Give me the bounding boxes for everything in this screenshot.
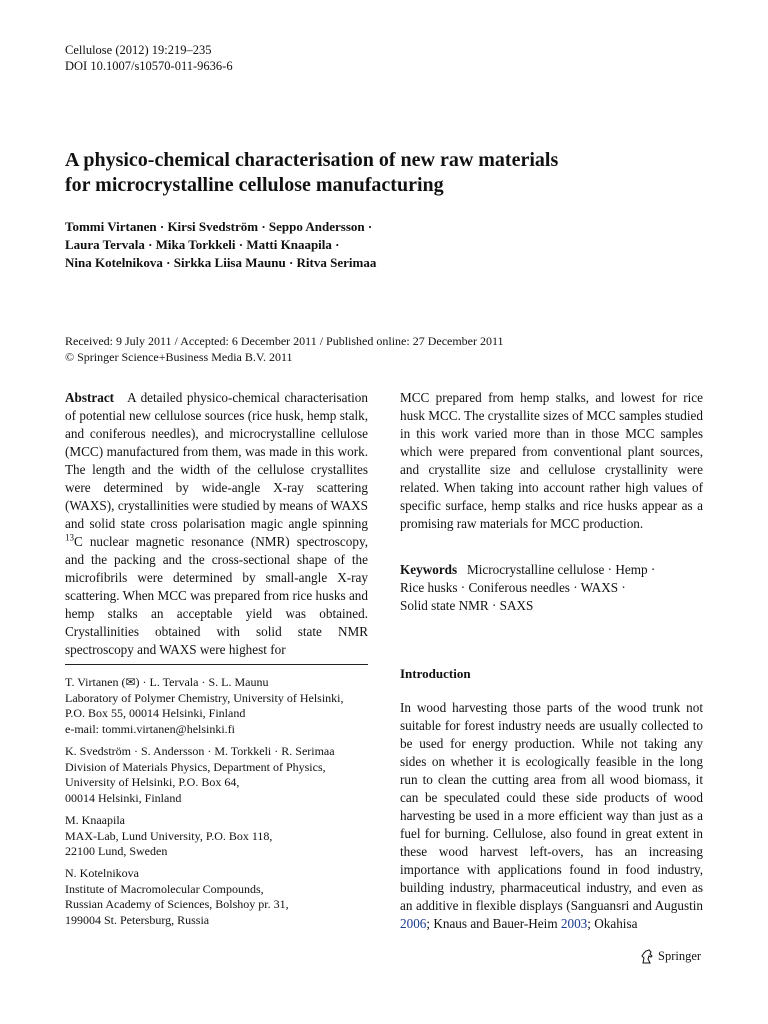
intro-text-b: ; Knaus and Bauer-Heim <box>426 916 561 931</box>
affiliation-line: 00014 Helsinki, Finland <box>65 790 182 805</box>
affiliation-names: K. Svedström · S. Andersson · M. Torkkeli · R. Serimaa <box>65 744 335 758</box>
introduction-paragraph <box>400 699 703 933</box>
abstract-text-c: MCC prepared from hemp stalks, and lowest for rice husk MCC. The crystallite sizes of MCC samples studied in this work varied more than in those MCC samples which were prepared from conventional plant sources, and crystallite size and cellulose crystallinity were related. When taking into account rather high values of specific surface, hemp stalks and rice husks appear as a promising raw materials for MCC production. <box>400 390 703 531</box>
dates-line: Received: 9 July 2011 / Accepted: 6 December 2011 / Published online: 27 December 2011 <box>65 334 504 348</box>
affiliation-line: University of Helsinki, P.O. Box 64, <box>65 775 240 789</box>
affiliation-1 <box>65 675 368 737</box>
affiliation-line: P.O. Box 55, 00014 Helsinki, Finland <box>65 706 246 720</box>
authors-line-2: Laura Tervala · Mika Torkkeli · Matti Knaapila · <box>65 237 340 252</box>
isotope-superscript: 13 <box>65 532 74 543</box>
keywords-label: Keywords <box>400 562 458 577</box>
journal-citation: Cellulose (2012) 19:219–235 <box>65 43 212 57</box>
affiliation-4 <box>65 866 368 928</box>
affiliation-names: T. Virtanen (✉) · L. Tervala · S. L. Maunu <box>65 675 269 689</box>
author-list <box>65 218 376 272</box>
intro-text-c: ; Okahisa <box>587 916 638 931</box>
section-heading-introduction: Introduction <box>400 666 471 681</box>
authors-line-1: Tommi Virtanen · Kirsi Svedström · Seppo Andersson · <box>65 219 373 234</box>
publisher-footer <box>640 949 701 964</box>
citation-link[interactable]: 2003 <box>560 916 588 931</box>
keywords-block <box>400 561 703 615</box>
affiliation-3 <box>65 813 368 860</box>
affiliation-line: Division of Materials Physics, Department of Physics, <box>65 759 326 774</box>
title-line-1: A physico-chemical characterisation of new raw materials <box>65 149 559 171</box>
affiliation-line: Laboratory of Polymer Chemistry, University of Helsinki, <box>65 690 344 705</box>
abstract-right <box>400 389 703 533</box>
keywords-line-3: Solid state NMR · SAXS <box>400 598 534 613</box>
affiliation-names: M. Knaapila <box>65 813 125 827</box>
copyright-line: © Springer Science+Business Media B.V. 2011 <box>65 350 293 364</box>
publication-dates <box>65 333 504 365</box>
keywords-line-1: Microcrystalline cellulose · Hemp · <box>467 562 656 577</box>
paper-title <box>65 148 705 198</box>
affiliation-line: Institute of Macromolecular Compounds, <box>65 881 264 896</box>
springer-label: Springer <box>658 949 702 963</box>
affiliation-line: MAX-Lab, Lund University, P.O. Box 118, <box>65 828 273 843</box>
springer-horse-icon <box>640 949 654 964</box>
footnote-divider <box>65 664 368 665</box>
affiliation-line: Russian Academy of Sciences, Bolshoy pr. 31, <box>65 897 289 911</box>
journal-header <box>65 42 233 74</box>
abstract-left <box>65 389 368 659</box>
abstract-text-a: A detailed physico-chemical characterisation of potential new cellulose sources (rice husk, hemp stalk, and coniferous needles), and microcrystalline cellulose (MCC) manufactured from them, was made in this work. The length and the width of the cellulose crystallites were determined by wide-angle X-ray scattering (WAXS), crystallinities were studied by means of WAXS and solid state cross polarisation magic angle spinning <box>65 390 368 531</box>
affiliation-2 <box>65 744 368 806</box>
doi[interactable]: DOI 10.1007/s10570-011-9636-6 <box>65 59 233 73</box>
affiliation-line: 22100 Lund, Sweden <box>65 844 168 858</box>
authors-line-3: Nina Kotelnikova · Sirkka Liisa Maunu · Ritva Serimaa <box>65 255 377 270</box>
email-link[interactable]: e-mail: tommi.virtanen@helsinki.fi <box>65 721 236 736</box>
keywords-line-2: Rice husks · Coniferous needles · WAXS · <box>400 580 626 595</box>
affiliation-line: 199004 St. Petersburg, Russia <box>65 912 210 927</box>
abstract-text-b: C nuclear magnetic resonance (NMR) spectroscopy, and the packing and the cross-sectional shape of the microfibrils were determined by small-angle X-ray scattering. When MCC was prepared from rice husks and hemp stalks an acceptable yield was obtained. Crystallinities obtained with solid state NMR spectroscopy and WAXS were highest for <box>65 534 368 657</box>
affiliation-names: N. Kotelnikova <box>65 866 139 880</box>
intro-text-a: In wood harvesting those parts of the wood trunk not suitable for forest industry needs are usually collected to be used for energy production. While not taking any sides on whether it is ecologically feasible in the long run to clean the cutting area from all wood biomass, it can be speculated could these side products of wood harvesting be used in a more efficient way than just as a fuel for burning. Cellulose, also found in great extent in these wood harvest left-overs, has an increasing importance with applications found in food industry, building industry, pharmaceutical industry, and even as an additive in flexible displays (Sanguansri and Augustin <box>400 700 703 913</box>
abstract-label: Abstract <box>65 390 115 405</box>
title-line-2: for microcrystalline cellulose manufacturing <box>65 174 444 196</box>
citation-link[interactable]: 2006 <box>400 916 427 931</box>
